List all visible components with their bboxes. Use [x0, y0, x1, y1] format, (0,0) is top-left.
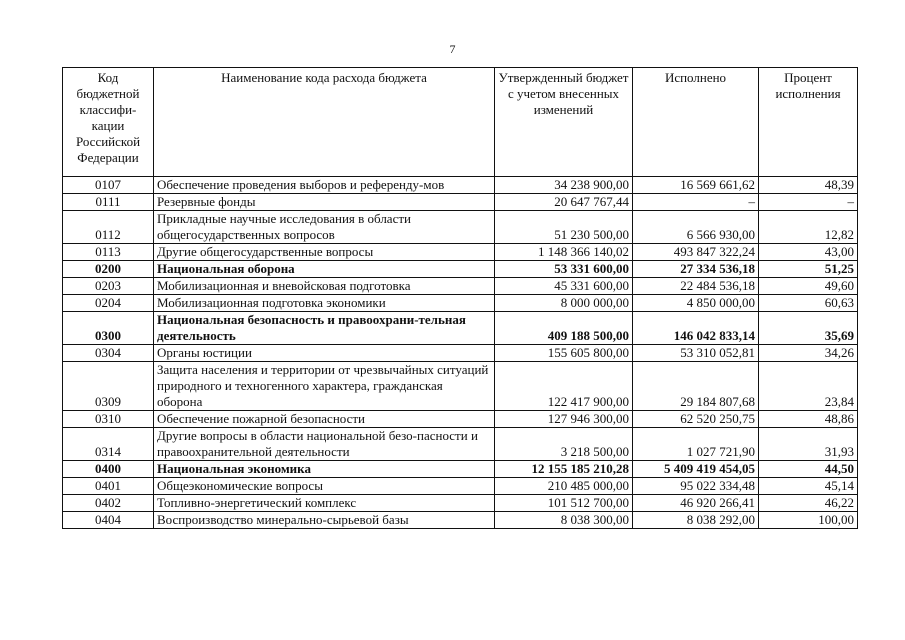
cell-executed: –: [633, 194, 759, 211]
cell-executed: 8 038 292,00: [633, 512, 759, 529]
cell-code: 0107: [63, 177, 154, 194]
cell-executed: 5 409 419 454,05: [633, 461, 759, 478]
cell-approved: 34 238 900,00: [495, 177, 633, 194]
cell-percent: 45,14: [759, 478, 858, 495]
header-approved: Утвержденный бюджет с учетом внесенных изменений: [495, 68, 633, 177]
cell-name: Национальная экономика: [154, 461, 495, 478]
cell-percent: 48,86: [759, 411, 858, 428]
cell-executed: 1 027 721,90: [633, 428, 759, 461]
cell-executed: 27 334 536,18: [633, 261, 759, 278]
cell-code: 0112: [63, 211, 154, 244]
cell-code: 0200: [63, 261, 154, 278]
cell-executed: 46 920 266,41: [633, 495, 759, 512]
cell-approved: 20 647 767,44: [495, 194, 633, 211]
cell-code: 0304: [63, 345, 154, 362]
table-row: [63, 211, 858, 244]
budget-table: [62, 67, 858, 529]
cell-code: 0401: [63, 478, 154, 495]
cell-percent: 100,00: [759, 512, 858, 529]
cell-name: Национальная оборона: [154, 261, 495, 278]
cell-percent: 43,00: [759, 244, 858, 261]
cell-percent: 46,22: [759, 495, 858, 512]
header-name: Наименование кода расхода бюджета: [154, 68, 495, 177]
cell-code: 0404: [63, 512, 154, 529]
table-row: [63, 345, 858, 362]
cell-code: 0310: [63, 411, 154, 428]
cell-name: Воспроизводство минерально-сырьевой базы: [154, 512, 495, 529]
cell-approved: 12 155 185 210,28: [495, 461, 633, 478]
cell-code: 0314: [63, 428, 154, 461]
cell-approved: 8 000 000,00: [495, 295, 633, 312]
cell-name: Мобилизационная подготовка экономики: [154, 295, 495, 312]
cell-approved: 51 230 500,00: [495, 211, 633, 244]
table-row: [63, 194, 858, 211]
cell-executed: 16 569 661,62: [633, 177, 759, 194]
cell-code: 0113: [63, 244, 154, 261]
cell-approved: 101 512 700,00: [495, 495, 633, 512]
cell-approved: 409 188 500,00: [495, 312, 633, 345]
cell-percent: 51,25: [759, 261, 858, 278]
cell-approved: 3 218 500,00: [495, 428, 633, 461]
cell-percent: 49,60: [759, 278, 858, 295]
cell-approved: 122 417 900,00: [495, 362, 633, 411]
cell-executed: 62 520 250,75: [633, 411, 759, 428]
table-row: [63, 312, 858, 345]
cell-percent: 44,50: [759, 461, 858, 478]
cell-name: Общеэкономические вопросы: [154, 478, 495, 495]
cell-percent: 60,63: [759, 295, 858, 312]
page-number: 7: [449, 42, 456, 56]
cell-name: Обеспечение пожарной безопасности: [154, 411, 495, 428]
cell-name: Национальная безопасность и правоохрани-тельная деятельность: [154, 312, 495, 345]
table-row: [63, 295, 858, 312]
cell-approved: 155 605 800,00: [495, 345, 633, 362]
cell-percent: –: [759, 194, 858, 211]
table-row: [63, 512, 858, 529]
cell-name: Мобилизационная и вневойсковая подготовка: [154, 278, 495, 295]
cell-name: Резервные фонды: [154, 194, 495, 211]
cell-code: 0111: [63, 194, 154, 211]
table-row: [63, 478, 858, 495]
cell-percent: 34,26: [759, 345, 858, 362]
table-row: [63, 495, 858, 512]
header-code: Код бюджетной классифи-кации Российской Федерации: [63, 68, 154, 177]
cell-executed: 22 484 536,18: [633, 278, 759, 295]
cell-percent: 23,84: [759, 362, 858, 411]
cell-executed: 53 310 052,81: [633, 345, 759, 362]
cell-name: Другие вопросы в области национальной безо-пасности и правоохранительной деятельности: [154, 428, 495, 461]
cell-executed: 6 566 930,00: [633, 211, 759, 244]
table-row: [63, 177, 858, 194]
cell-approved: 127 946 300,00: [495, 411, 633, 428]
table-header-row: [63, 68, 858, 177]
cell-approved: 210 485 000,00: [495, 478, 633, 495]
cell-approved: 1 148 366 140,02: [495, 244, 633, 261]
cell-approved: 45 331 600,00: [495, 278, 633, 295]
cell-name: Защита населения и территории от чрезвычайных ситуаций природного и техногенного характера, гражданская оборона: [154, 362, 495, 411]
cell-code: 0300: [63, 312, 154, 345]
cell-name: Органы юстиции: [154, 345, 495, 362]
cell-code: 0204: [63, 295, 154, 312]
cell-code: 0203: [63, 278, 154, 295]
table-row: [63, 244, 858, 261]
cell-approved: 53 331 600,00: [495, 261, 633, 278]
cell-name: Обеспечение проведения выборов и референду-мов: [154, 177, 495, 194]
cell-approved: 8 038 300,00: [495, 512, 633, 529]
cell-name: Топливно-энергетический комплекс: [154, 495, 495, 512]
cell-executed: 95 022 334,48: [633, 478, 759, 495]
cell-executed: 29 184 807,68: [633, 362, 759, 411]
cell-code: 0309: [63, 362, 154, 411]
table-row: [63, 461, 858, 478]
cell-percent: 12,82: [759, 211, 858, 244]
cell-executed: 4 850 000,00: [633, 295, 759, 312]
header-executed: Исполнено: [633, 68, 759, 177]
cell-executed: 493 847 322,24: [633, 244, 759, 261]
table-row: [63, 428, 858, 461]
table-body: [63, 177, 858, 529]
table-row: [63, 411, 858, 428]
header-percent: Процент исполнения: [759, 68, 858, 177]
cell-name: Другие общегосударственные вопросы: [154, 244, 495, 261]
table-row: [63, 362, 858, 411]
table-row: [63, 278, 858, 295]
table-row: [63, 261, 858, 278]
cell-name: Прикладные научные исследования в области общегосударственных вопросов: [154, 211, 495, 244]
cell-percent: 35,69: [759, 312, 858, 345]
cell-code: 0400: [63, 461, 154, 478]
cell-executed: 146 042 833,14: [633, 312, 759, 345]
cell-percent: 31,93: [759, 428, 858, 461]
cell-percent: 48,39: [759, 177, 858, 194]
cell-code: 0402: [63, 495, 154, 512]
